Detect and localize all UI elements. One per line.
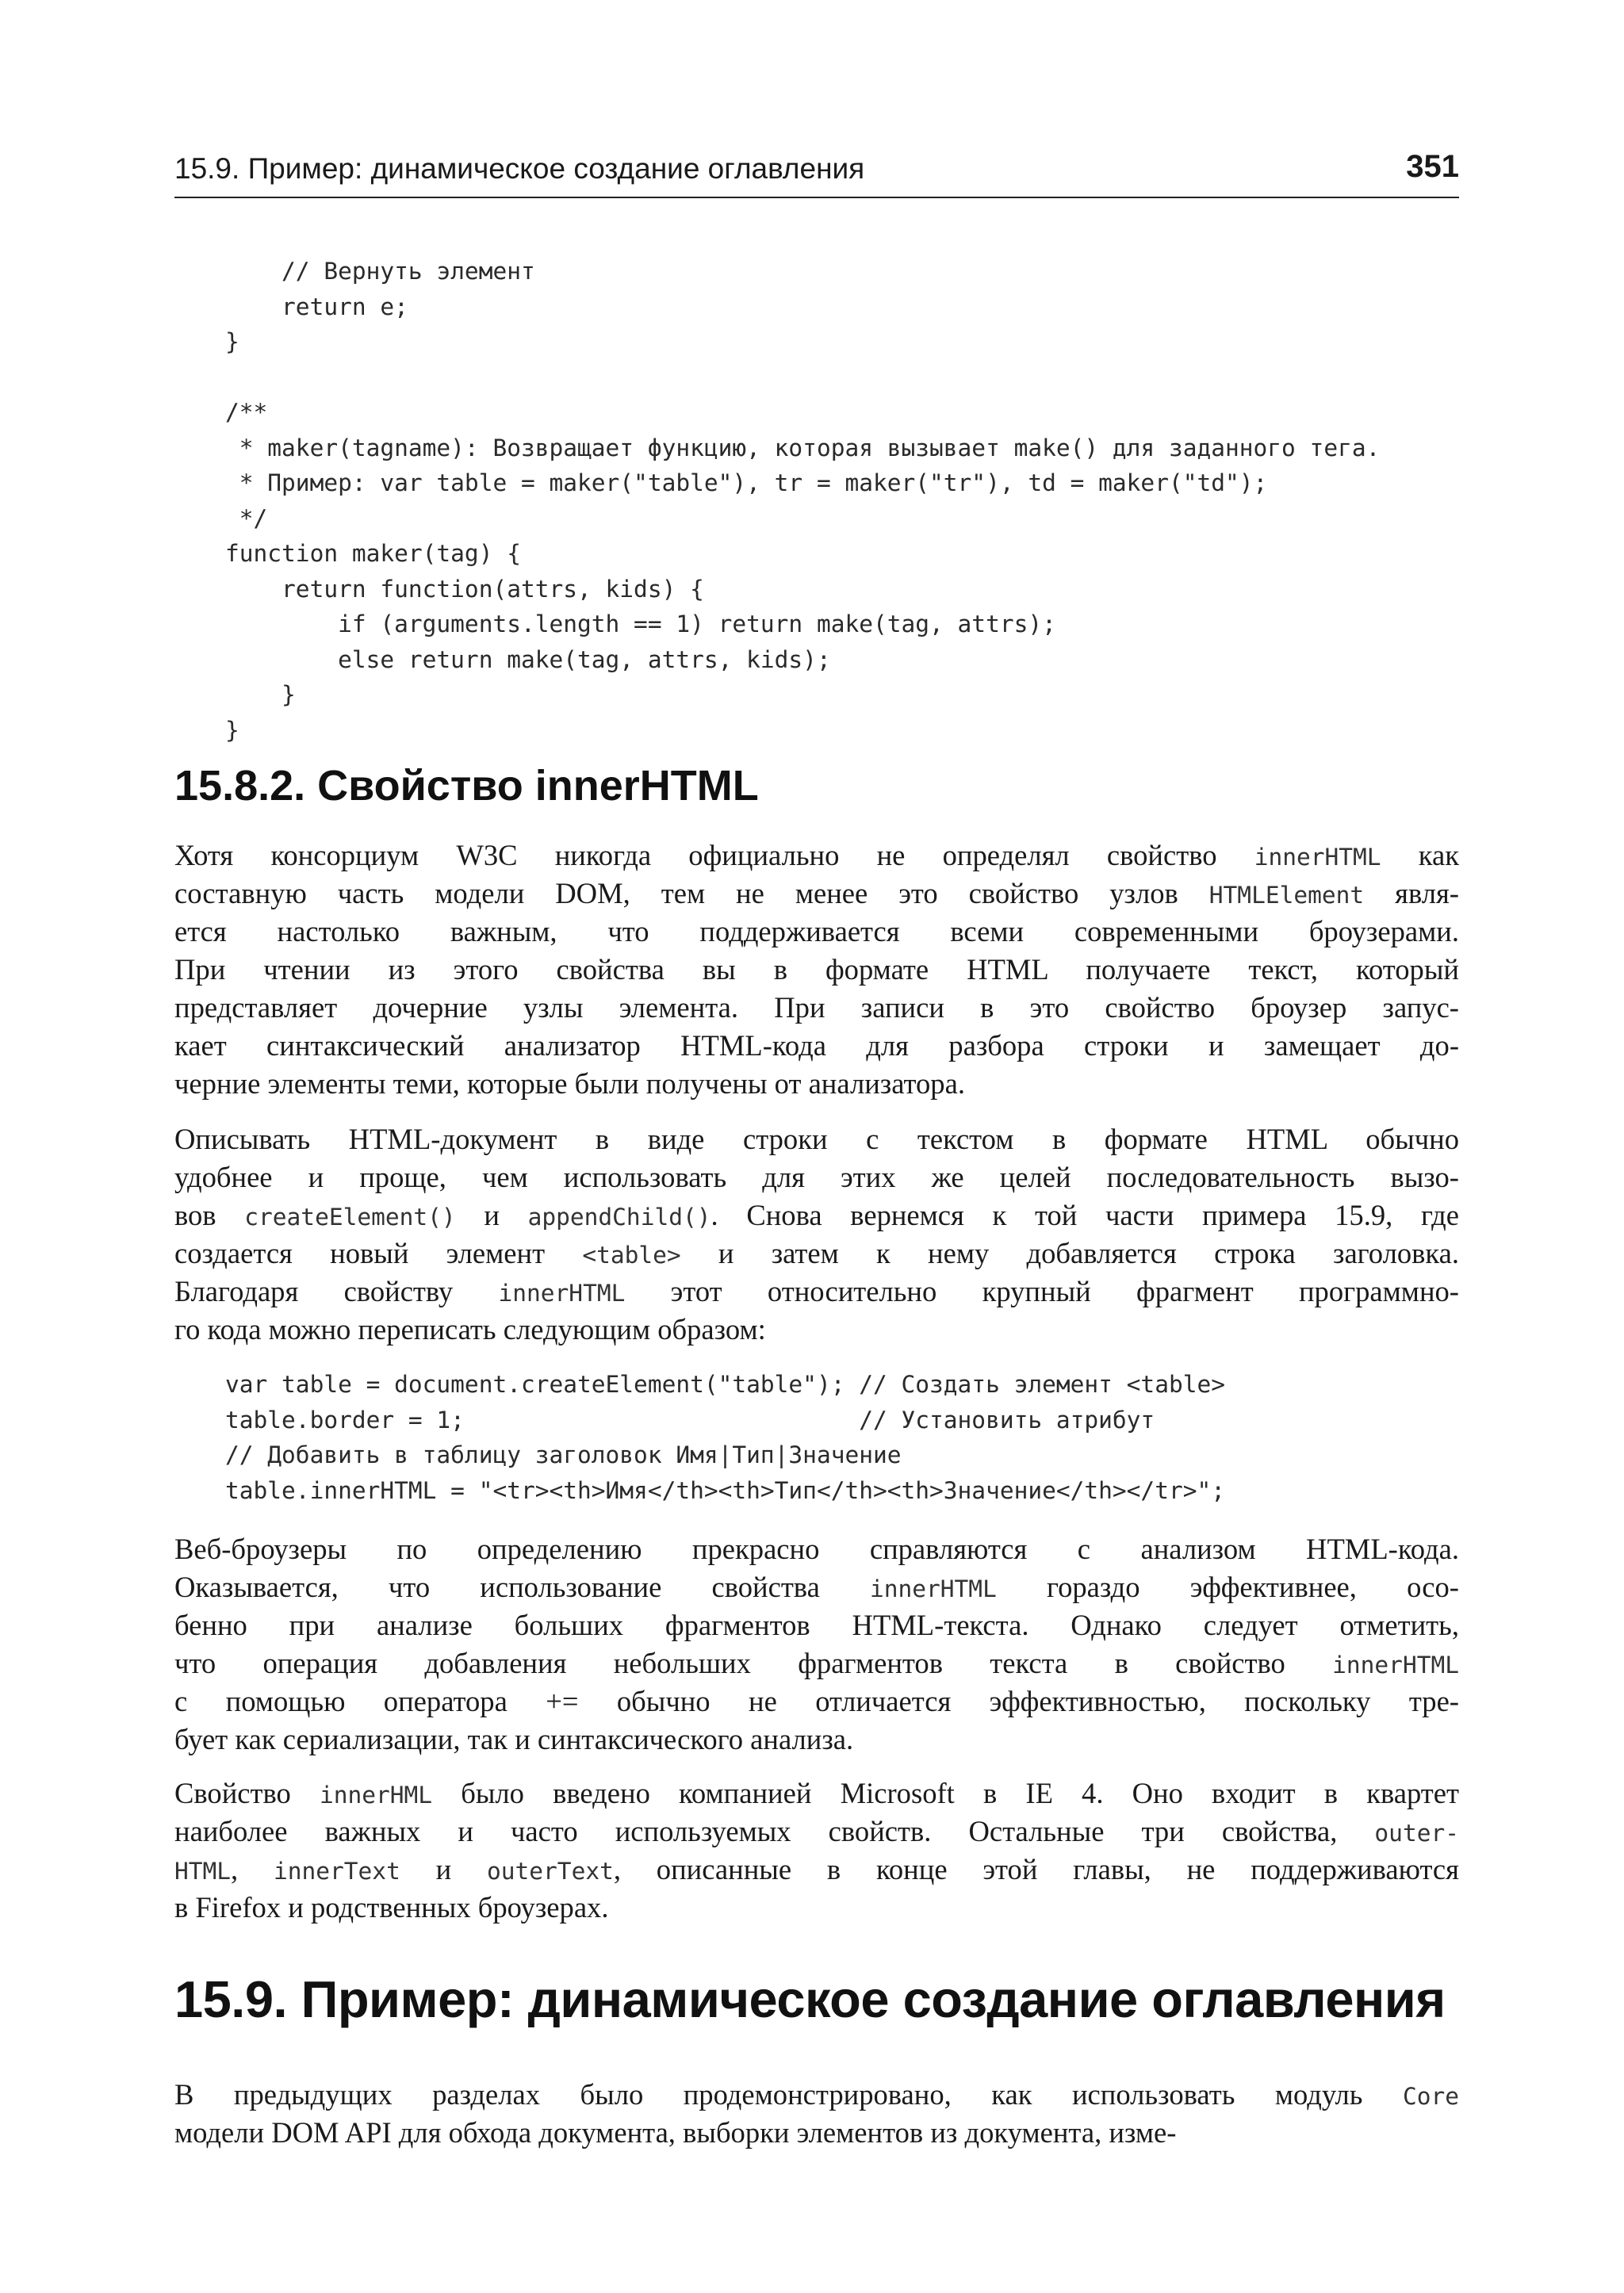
text-run: наиболее важных и часто используемых свойств. Остальные три свойства,: [174, 1815, 1375, 1847]
text-run: ется настолько важным, что поддерживается всеми современными броузерами.: [174, 915, 1459, 947]
paragraph-innerhtml-intro: [174, 836, 1459, 1103]
inline-code: HTMLElement: [1208, 882, 1365, 909]
page-number: 351: [1406, 149, 1459, 184]
text-line: [174, 1530, 1459, 1568]
text-run: При чтении из этого свойства вы в формате HTML получаете текст, который: [174, 953, 1459, 986]
code-listing-maker: // Вернуть элемент return e; } /** * maker(tagname): Возвращает функцию, которая вызывает make() для заданного тега. * Пример: var table = maker("table"), tr = maker("tr"), td = maker("td"); */ function maker(tag) { return function(attrs, kids) { if (arguments.length == 1) return make(tag, attrs); else return make(tag, attrs, kids); } }: [225, 258, 1381, 744]
chapter-section-heading: 15.9. Пример: динамическое создание оглавления: [174, 1970, 1446, 2028]
text-line: [174, 1027, 1459, 1065]
text-run: бует как сериализации, так и синтаксического анализа.: [174, 1723, 854, 1755]
text-run: и затем к нему добавляется строка заголовка.: [680, 1237, 1459, 1269]
running-head: [174, 149, 1459, 198]
text-line: [174, 2114, 1459, 2152]
inline-code: appendChild(): [527, 1204, 711, 1231]
paragraph-toc-intro: [174, 2076, 1459, 2152]
running-head-title: 15.9. Пример: динамическое создание оглавления: [174, 152, 865, 185]
text-run: вов: [174, 1199, 245, 1231]
inline-code: innerHTML: [869, 1575, 997, 1602]
inline-code: <table>: [582, 1242, 681, 1269]
inline-code: createElement(): [244, 1204, 456, 1231]
inline-code: innerText: [273, 1858, 400, 1885]
text-run: Хотя консорциум W3C никогда официально не определял свойство: [174, 839, 1254, 871]
inline-code: innerHTML: [1332, 1652, 1459, 1679]
text-line: [174, 1606, 1459, 1644]
text-line: [174, 1644, 1459, 1682]
inline-code: outerText: [487, 1858, 614, 1885]
inline-code: Core: [1402, 2083, 1459, 2110]
text-run: создается новый элемент: [174, 1237, 583, 1269]
text-line: [174, 1158, 1459, 1196]
text-run: Оказывается, что использование свойства: [174, 1571, 870, 1603]
text-line: [174, 1682, 1459, 1721]
text-run: Веб-броузеры по определению прекрасно справляются с анализом HTML-кода.: [174, 1533, 1459, 1565]
inline-code: outer-: [1374, 1820, 1459, 1847]
inline-code: innerHTML: [498, 1280, 626, 1307]
text-run: кает синтаксический анализатор HTML-кода для разбора строки и замещает до-: [174, 1029, 1459, 1062]
text-run: явля-: [1364, 877, 1459, 909]
text-line: [174, 836, 1459, 875]
text-run: бенно при анализе больших фрагментов HTML-текста. Однако следует отметить,: [174, 1609, 1459, 1641]
text-run: Благодаря свойству: [174, 1275, 499, 1307]
text-line: [174, 1196, 1459, 1235]
text-run: Свойство: [174, 1777, 320, 1809]
text-run: представляет дочерние узлы элемента. При записи в это свойство броузер запус-: [174, 991, 1459, 1024]
text-run: и: [455, 1199, 528, 1231]
text-line: [174, 913, 1459, 951]
text-run: как: [1381, 839, 1459, 871]
text-run: удобнее и проще, чем использовать для этих же целей последовательность вызо-: [174, 1161, 1459, 1193]
text-line: [174, 1568, 1459, 1606]
text-run: модели DOM API для обхода документа, выборки элементов из документа, изме-: [174, 2116, 1177, 2149]
text-run: , описанные в конце этой главы, не поддерживаются: [613, 1853, 1459, 1885]
text-line: [174, 1120, 1459, 1158]
inline-code: innerHML: [319, 1782, 433, 1809]
code-listing-innerhtml: var table = document.createElement("table"); // Создать элемент <table> table.border = 1; // Установить атрибут // Добавить в таблицу заголовок Имя|Тип|Значение table.innerHTML = "<tr><th>Имя</th><th>Тип</th><th>Значение</th></tr>";: [225, 1371, 1225, 1504]
text-line: [174, 1813, 1459, 1851]
text-run: этот относительно крупный фрагмент программно-: [625, 1275, 1459, 1307]
text-run: составную часть модели DOM, тем не менее это свойство узлов: [174, 877, 1209, 909]
text-run: черние элементы теми, которые были получены от анализатора.: [174, 1067, 965, 1100]
text-line: [174, 1721, 1459, 1759]
text-run: было введено компанией Microsoft в IE 4. Оно входит в квартет: [432, 1777, 1459, 1809]
section-heading-innerhtml: 15.8.2. Свойство innerHTML: [174, 762, 759, 810]
text-run: гораздо эффективнее, осо-: [996, 1571, 1459, 1603]
inline-code: HTML: [174, 1858, 232, 1885]
text-run: и: [400, 1853, 487, 1885]
text-run: . Снова вернемся к той части примера 15.9, где: [710, 1199, 1459, 1231]
text-line: [174, 2076, 1459, 2114]
text-run: в Firefox и родственных броузерах.: [174, 1891, 609, 1924]
text-run: го кода можно переписать следующим образом:: [174, 1313, 766, 1346]
paragraph-history: [174, 1774, 1459, 1927]
text-line: [174, 1311, 1459, 1349]
text-run: с помощью оператора += обычно не отличается эффективностью, поскольку тре-: [174, 1685, 1459, 1717]
text-line: [174, 951, 1459, 989]
inline-code: innerHTML: [1254, 844, 1381, 871]
text-line: [174, 1851, 1459, 1889]
text-line: [174, 1889, 1459, 1927]
text-line: [174, 1235, 1459, 1273]
text-line: [174, 875, 1459, 913]
text-line: [174, 1065, 1459, 1103]
text-run: Описывать HTML-документ в виде строки с текстом в формате HTML обычно: [174, 1123, 1459, 1155]
paragraph-performance: [174, 1530, 1459, 1759]
text-run: ,: [231, 1853, 274, 1885]
text-line: [174, 989, 1459, 1027]
text-run: что операция добавления небольших фрагментов текста в свойство: [174, 1647, 1333, 1679]
text-run: В предыдущих разделах было продемонстрировано, как использовать модуль: [174, 2078, 1403, 2111]
text-line: [174, 1273, 1459, 1311]
paragraph-html-string: [174, 1120, 1459, 1349]
text-line: [174, 1774, 1459, 1813]
